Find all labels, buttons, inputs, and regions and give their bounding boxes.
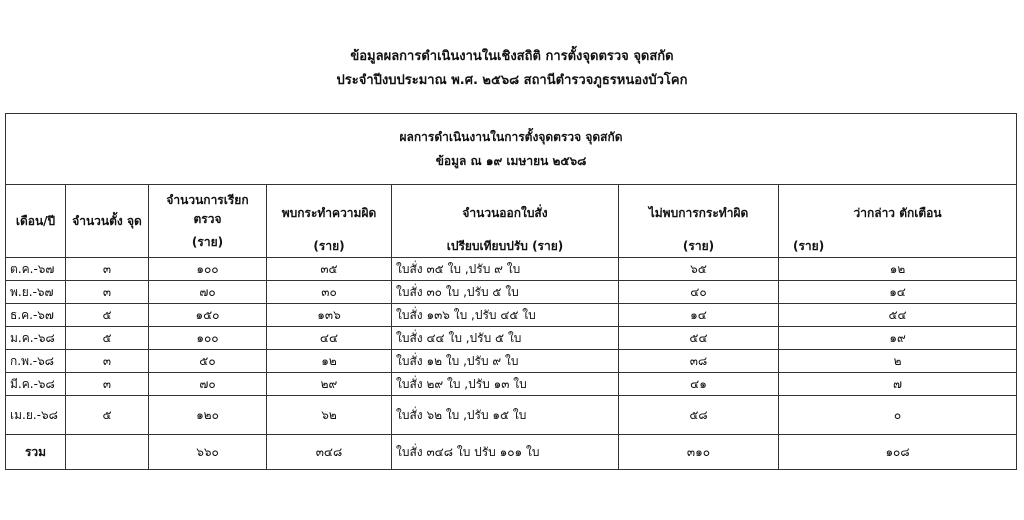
total-tickets: ใบสั่ง ๓๔๘ ใบ ปรับ ๑๐๑ ใบ (392, 435, 619, 470)
cell-tickets: ใบสั่ง ๑๓๖ ใบ ,ปรับ ๔๕ ใบ (392, 304, 619, 327)
cell-inspections: ๑๐๐ (149, 327, 267, 350)
document-subtitle: ประจำปีงบประมาณ พ.ศ. ๒๕๖๘ สถานีตำรวจภูธรหนองบัวโคก (336, 73, 688, 88)
checkpoint-stats-table (5, 113, 1017, 470)
cell-offenses: ๑๒ (267, 350, 392, 373)
table-banner (6, 114, 1017, 185)
warnings-unit: (ราย) (793, 239, 825, 253)
cell-tickets: ใบสั่ง ๒๙ ใบ ,ปรับ ๑๓ ใบ (392, 373, 619, 396)
total-inspections: ๖๖๐ (149, 435, 267, 470)
cell-checkpoints: ๕ (66, 327, 149, 350)
cell-inspections: ๑๕๐ (149, 304, 267, 327)
table-row (6, 396, 1017, 435)
cell-no-offense: ๖๕ (619, 258, 779, 281)
inspections-unit: (ราย) (191, 234, 224, 249)
col-header-tickets: จำนวนออกใบสั่ง เปรียบเทียบปรับ (ราย) (392, 185, 619, 258)
cell-checkpoints: ๕ (66, 396, 149, 435)
cell-month: ม.ค.-๖๘ (6, 327, 66, 350)
cell-tickets: ใบสั่ง ๔๔ ใบ ,ปรับ ๕ ใบ (392, 327, 619, 350)
col-header-inspections: จำนวนการเรียก ตรวจ (ราย) (149, 185, 267, 258)
cell-offenses: ๔๔ (267, 327, 392, 350)
cell-month: ธ.ค.-๖๗ (6, 304, 66, 327)
cell-no-offense: ๕๘ (619, 396, 779, 435)
cell-tickets: ใบสั่ง ๓๕ ใบ ,ปรับ ๙ ใบ (392, 258, 619, 281)
table-row (6, 304, 1017, 327)
total-row (6, 435, 1017, 470)
cell-month: มี.ค.-๖๘ (6, 373, 66, 396)
table-row (6, 373, 1017, 396)
cell-month: พ.ย.-๖๗ (6, 281, 66, 304)
col-header-month: เดือน/ปี (6, 185, 66, 258)
cell-warnings: ๑๙ (779, 327, 1017, 350)
banner-date: ข้อมูล ณ ๑๙ เมษายน ๒๕๖๘ (435, 154, 587, 168)
table-row (6, 327, 1017, 350)
cell-warnings: ๑๔ (779, 281, 1017, 304)
cell-offenses: ๒๙ (267, 373, 392, 396)
no-offense-unit: (ราย) (682, 239, 715, 253)
table-row (6, 258, 1017, 281)
document-title: ข้อมูลผลการดำเนินงานในเชิงสถิติ การตั้งจุดตรวจ จุดสกัด (350, 49, 674, 64)
cell-warnings: ๑๒ (779, 258, 1017, 281)
table-row (6, 281, 1017, 304)
header-row (6, 185, 1017, 258)
cell-no-offense: ๑๔ (619, 304, 779, 327)
cell-offenses: ๑๓๖ (267, 304, 392, 327)
cell-offenses: ๓๕ (267, 258, 392, 281)
cell-no-offense: ๔๐ (619, 281, 779, 304)
cell-inspections: ๗๐ (149, 373, 267, 396)
cell-month: ต.ค.-๖๗ (6, 258, 66, 281)
cell-month: เม.ย.-๖๘ (6, 396, 66, 435)
cell-warnings: ๗ (779, 373, 1017, 396)
cell-tickets: ใบสั่ง ๑๒ ใบ ,ปรับ ๙ ใบ (392, 350, 619, 373)
col-header-warnings: ว่ากล่าว ตักเตือน (ราย) (779, 185, 1017, 258)
total-warnings: ๑๐๘ (779, 435, 1017, 470)
cell-no-offense: ๓๘ (619, 350, 779, 373)
cell-offenses: ๓๐ (267, 281, 392, 304)
col-header-no-offense: ไม่พบการกระทำผิด (ราย) (619, 185, 779, 258)
cell-checkpoints: ๓ (66, 350, 149, 373)
cell-checkpoints: ๓ (66, 281, 149, 304)
tickets-sub: เปรียบเทียบปรับ (ราย) (446, 239, 564, 253)
offenses-unit: (ราย) (313, 239, 345, 253)
col-header-offenses: พบกระทำความผิด (ราย) (267, 185, 392, 258)
cell-tickets: ใบสั่ง ๖๒ ใบ ,ปรับ ๑๕ ใบ (392, 396, 619, 435)
cell-checkpoints: ๓ (66, 258, 149, 281)
cell-warnings: ๒ (779, 350, 1017, 373)
col-header-checkpoints: จำนวนตั้ง จุด (66, 185, 149, 258)
cell-warnings: ๐ (779, 396, 1017, 435)
total-offenses: ๓๔๘ (267, 435, 392, 470)
cell-checkpoints: ๕ (66, 304, 149, 327)
cell-no-offense: ๕๔ (619, 327, 779, 350)
cell-inspections: ๗๐ (149, 281, 267, 304)
total-checkpoints (66, 435, 149, 470)
cell-tickets: ใบสั่ง ๓๐ ใบ ,ปรับ ๕ ใบ (392, 281, 619, 304)
cell-checkpoints: ๓ (66, 373, 149, 396)
cell-inspections: ๑๒๐ (149, 396, 267, 435)
cell-inspections: ๑๐๐ (149, 258, 267, 281)
cell-inspections: ๕๐ (149, 350, 267, 373)
cell-month: ก.พ.-๖๘ (6, 350, 66, 373)
cell-warnings: ๕๔ (779, 304, 1017, 327)
banner-title: ผลการดำเนินงานในการตั้งจุดตรวจ จุดสกัด (399, 130, 623, 144)
cell-offenses: ๖๒ (267, 396, 392, 435)
cell-no-offense: ๔๑ (619, 373, 779, 396)
total-no-offense: ๓๑๐ (619, 435, 779, 470)
total-label: รวม (6, 435, 66, 470)
table-row (6, 350, 1017, 373)
